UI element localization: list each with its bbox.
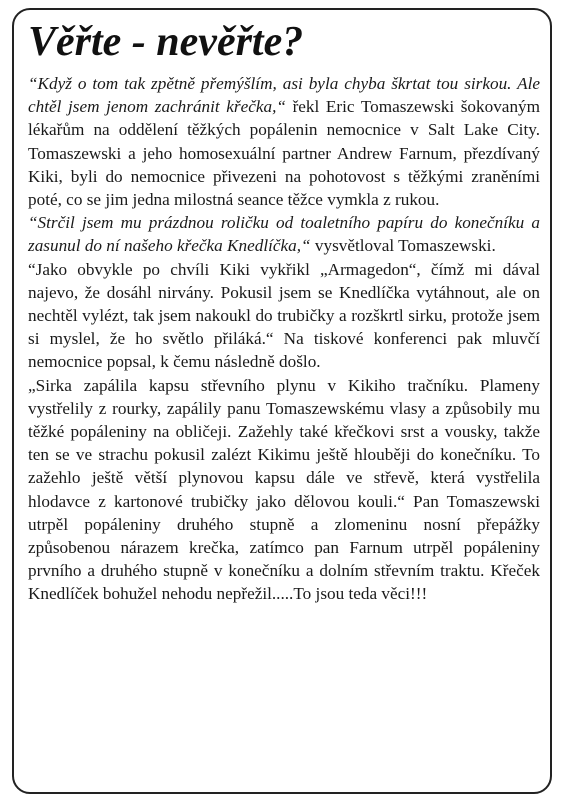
paragraph-1	[28, 72, 540, 211]
paragraph-4: „Sirka zapálila kapsu střevního plynu v Kikiho tračníku. Plameny vystřelily z rourky, zapálily panu Tomaszewskému vlasy a způsobily mu těžké popáleniny na obličeji. Zažehly také křečkovi srst a vousky, takže ten se ve strachu pokusil zalézt Kikimu ještě hlouběji do konečníku. To zažehlo ještě větší plynovou kapsu dále ve střevě, která vystřelila hlodavce z kartonové trubičky jako dělovou kouli.“ Pan Tomaszewski utrpěl popáleniny druhého stupně a zlomeninu nosní přepážky způsobenou nárazem krečka, zatímco pan Farnum utrpěl popáleniny prvního a druhého stupně v konečníku a dolním střevním traktu. Křeček Knedlíček bohužel nehodu nepřežil.....To jsou teda věci!!!	[28, 375, 540, 604]
paragraph-1-text: řekl Eric Tomaszewski šokovaným lékařům na oddělení těžkých popálenin nemocnice v Salt Lake City. Tomaszewski a jeho homosexuální partner Andrew Farnum, přezdívaný Kiki, byli do nemocnice přivezeni na pohotovost s těžkými zraněními poté, co se jim jedna milostná seance těžce vymkla z rukou.	[28, 97, 540, 210]
page-title: Věřte - nevěřte?	[28, 19, 304, 65]
paragraph-2	[28, 211, 540, 257]
paragraph-2-text: vysvětloval Tomaszewski.	[310, 236, 496, 256]
quote-2: “Strčil jsem mu prázdnou roličku od toaletního papíru do konečníku a zasunul do ní našeho křečka Knedlíčka,“	[28, 213, 540, 256]
quote-1: “Když o tom tak zpětně přemýšlím, asi byla chyba škrtat tou sirkou. Ale chtěl jsem jenom zachránit křečka,“	[28, 74, 540, 117]
paragraph-3: “Jako obvykle po chvíli Kiki vykřikl „Armagedon“, čímž mi dával najevo, že dosáhl nirvány. Pokusil jsem se Knedlíčka vytáhnout, ale on nechtěl vylézt, tak jsem nakoukl do trubičky a rozškrtl sirku, protože jsem si myslel, že ho světlo přiláká.“ Na tiskové konferenci pak mluvčí nemocnice popsal, k čemu následně došlo.	[28, 259, 540, 372]
article-body	[28, 72, 540, 606]
